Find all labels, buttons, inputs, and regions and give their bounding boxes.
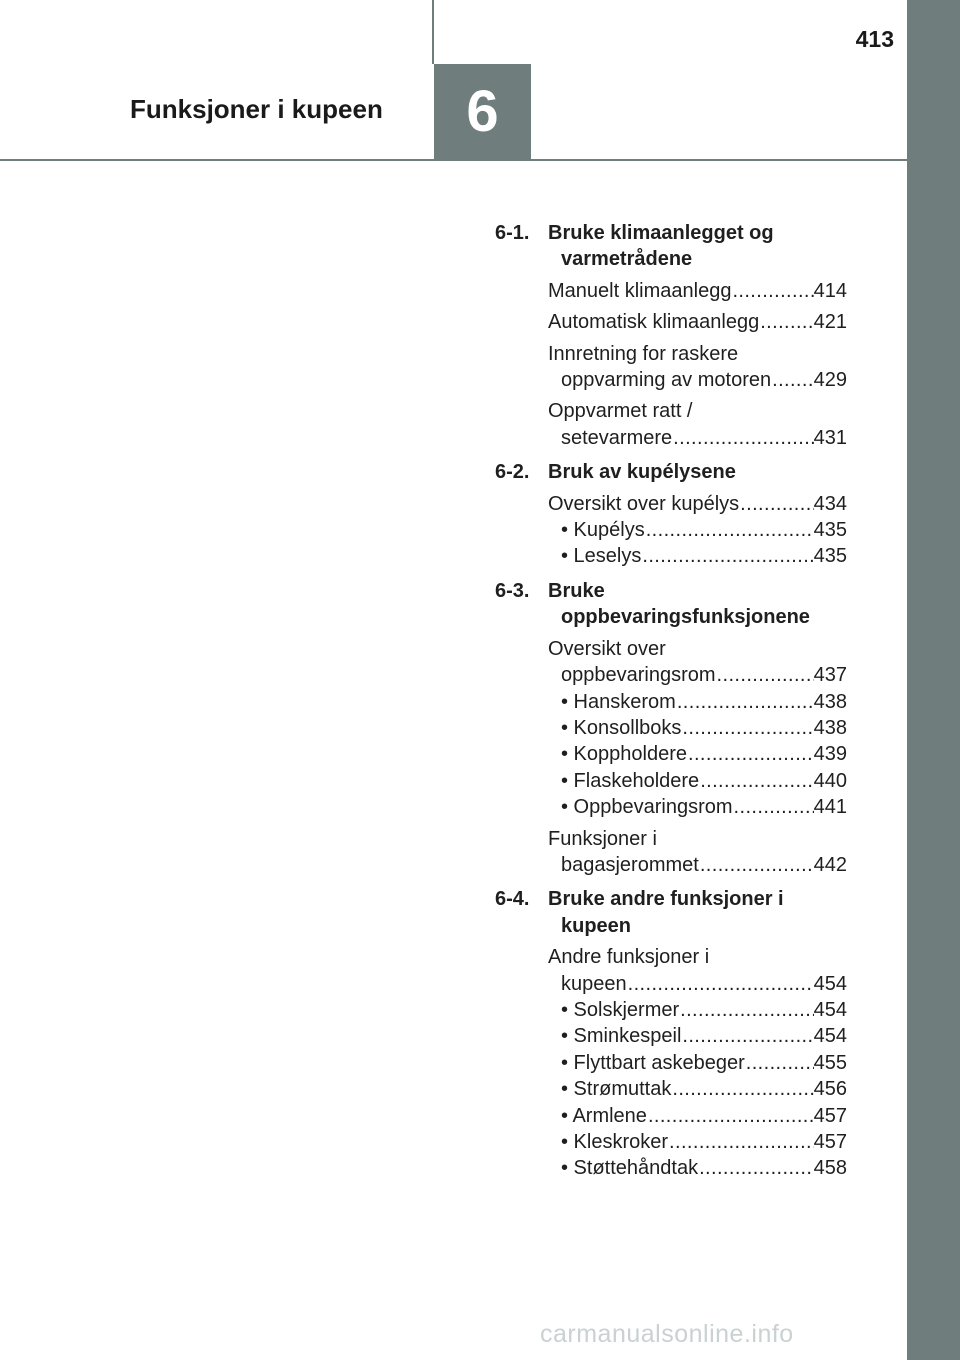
page-number: 413 [855, 26, 894, 52]
entry-title: Andre funksjoner i [548, 946, 710, 969]
dot-leader [731, 278, 813, 304]
entry-page: 414 [813, 279, 847, 302]
sub-entry-page: 438 [813, 716, 847, 739]
sub-entry-page: 440 [813, 769, 847, 792]
table-of-contents [495, 220, 847, 1182]
watermark: carmanualsonline.info [540, 1320, 794, 1348]
entry-title: Manuelt klimaanlegg [548, 279, 732, 302]
section-heading [495, 220, 847, 273]
entry-line[interactable] [548, 278, 847, 304]
entry-line[interactable] [548, 662, 847, 688]
sub-entry[interactable] [548, 997, 847, 1023]
sub-entry-page: 454 [813, 1025, 847, 1048]
entry-line [548, 341, 847, 367]
header-divider [432, 0, 434, 64]
dot-leader [668, 1129, 814, 1155]
entry-page: 431 [813, 426, 847, 449]
dot-leader [698, 1155, 814, 1181]
sub-entry-page: 435 [813, 545, 847, 568]
toc-section [495, 886, 847, 1181]
sub-entry[interactable] [548, 1129, 847, 1155]
dot-leader [681, 715, 813, 741]
chapter-number-box: 6 [434, 64, 531, 160]
sub-entry[interactable] [548, 1023, 847, 1049]
toc-entry [548, 309, 847, 335]
sub-entry-title: • Kupélys [561, 519, 645, 542]
sub-entry-page: 457 [813, 1104, 847, 1127]
entry-page: 434 [813, 492, 847, 515]
sub-entry[interactable] [548, 1103, 847, 1129]
entry-title: bagasjerommet [561, 853, 699, 876]
sub-entry-page: 455 [813, 1051, 847, 1074]
dot-leader [771, 367, 814, 393]
toc-entry [548, 636, 847, 821]
section-heading [495, 459, 847, 485]
section-title[interactable]: Bruke klimaanlegget og varmetrådene [548, 222, 774, 271]
toc-section [495, 220, 847, 451]
entry-page: 442 [813, 853, 847, 876]
sub-entry-title: • Konsollboks [561, 716, 682, 739]
dot-leader [676, 689, 814, 715]
dot-leader [671, 1076, 813, 1102]
entry-title: Oversikt over [548, 637, 666, 660]
dot-leader [679, 997, 813, 1023]
entry-title: Funksjoner i [548, 827, 657, 850]
entry-line [548, 826, 847, 852]
sub-entry-page: 454 [813, 998, 847, 1021]
entry-page: 437 [813, 664, 847, 687]
toc-section [495, 459, 847, 570]
dot-leader [699, 852, 814, 878]
sub-entry[interactable] [548, 768, 847, 794]
toc-section [495, 578, 847, 878]
sub-entry-title: • Flaskeholdere [561, 769, 700, 792]
chapter-side-tab [907, 0, 960, 1360]
sub-entry-title: • Sminkespeil [561, 1025, 682, 1048]
toc-entry [548, 278, 847, 304]
sub-entry[interactable] [548, 543, 847, 569]
toc-entry [548, 341, 847, 394]
dot-leader [672, 425, 813, 451]
dot-leader [739, 491, 813, 517]
entry-title: Automatisk klimaanlegg [548, 311, 760, 334]
dot-leader [687, 741, 814, 767]
sub-entry[interactable] [548, 1155, 847, 1181]
entry-line[interactable] [548, 367, 847, 393]
sub-entry-page: 439 [813, 743, 847, 766]
toc-entry [548, 491, 847, 570]
entry-line[interactable] [548, 425, 847, 451]
entry-line[interactable] [548, 852, 847, 878]
dot-leader [733, 794, 814, 820]
dot-leader [645, 517, 814, 543]
dot-leader [699, 768, 813, 794]
sub-entry-page: 441 [813, 796, 847, 819]
sub-entry-title: • Støttehåndtak [561, 1157, 699, 1180]
section-title[interactable]: Bruk av kupélysene [548, 461, 736, 484]
entry-line [548, 944, 847, 970]
entry-title: setevarmere [561, 426, 673, 449]
dot-leader [647, 1103, 814, 1129]
dot-leader [716, 662, 814, 688]
sub-entry-title: • Hanskerom [561, 690, 676, 713]
sub-entry-title: • Flyttbart askebeger [561, 1051, 745, 1074]
toc-entry [548, 398, 847, 451]
sub-entry-title: • Strømuttak [561, 1078, 672, 1101]
sub-entry[interactable] [548, 1050, 847, 1076]
entry-line[interactable] [548, 309, 847, 335]
entry-title: kupeen [561, 972, 627, 995]
entry-title: oppvarming av motoren [561, 369, 772, 392]
entry-line [548, 636, 847, 662]
sub-entry[interactable] [548, 741, 847, 767]
entry-page: 421 [813, 311, 847, 334]
sub-entry[interactable] [548, 1076, 847, 1102]
entry-title: Oppvarmet ratt / [548, 400, 693, 423]
entry-title: Innretning for raskere [548, 342, 739, 365]
sub-entry[interactable] [548, 794, 847, 820]
entry-title: oppbevaringsrom [561, 664, 716, 687]
dot-leader [759, 309, 813, 335]
section-title[interactable]: Bruke andre funksjoner i kupeen [548, 888, 784, 937]
dot-leader [681, 1023, 813, 1049]
entry-line [548, 398, 847, 424]
sub-entry-page: 456 [813, 1078, 847, 1101]
entry-page: 454 [813, 972, 847, 995]
sub-entry-title: • Leselys [561, 545, 642, 568]
sub-entry[interactable] [548, 517, 847, 543]
sub-entry-title: • Kleskroker [561, 1131, 669, 1153]
section-number: 6-4. [495, 888, 530, 911]
section-title[interactable]: Bruke oppbevaringsfunksjonene [548, 579, 810, 629]
toc-entry [548, 826, 847, 879]
section-number: 6-2. [495, 461, 530, 484]
sub-entry-page: 435 [813, 519, 847, 542]
entry-line[interactable] [548, 491, 847, 517]
sub-entry-title: • Koppholdere [561, 743, 687, 766]
entry-line[interactable] [548, 971, 847, 997]
sub-entry[interactable] [548, 689, 847, 715]
section-heading [495, 578, 847, 631]
toc-entry [548, 944, 847, 1182]
entry-page: 429 [813, 369, 847, 392]
chapter-title: Funksjoner i kupeen [130, 94, 383, 124]
sub-entry[interactable] [548, 715, 847, 741]
dot-leader [745, 1050, 814, 1076]
sub-entry-title: • Oppbevaringsrom [561, 796, 733, 819]
sub-entry-title: • Armlene [561, 1104, 647, 1127]
section-number: 6-3. [495, 579, 530, 602]
sub-entry-page: 438 [813, 690, 847, 713]
sub-entry-page: 457 [813, 1131, 847, 1153]
sub-entry-page: 458 [813, 1157, 847, 1180]
section-heading [495, 886, 847, 939]
section-number: 6-1. [495, 222, 530, 244]
dot-leader [627, 971, 814, 997]
sub-entry-title: • Solskjermer [561, 998, 680, 1021]
entry-title: Oversikt over kupélys [548, 492, 740, 515]
dot-leader [641, 543, 813, 569]
